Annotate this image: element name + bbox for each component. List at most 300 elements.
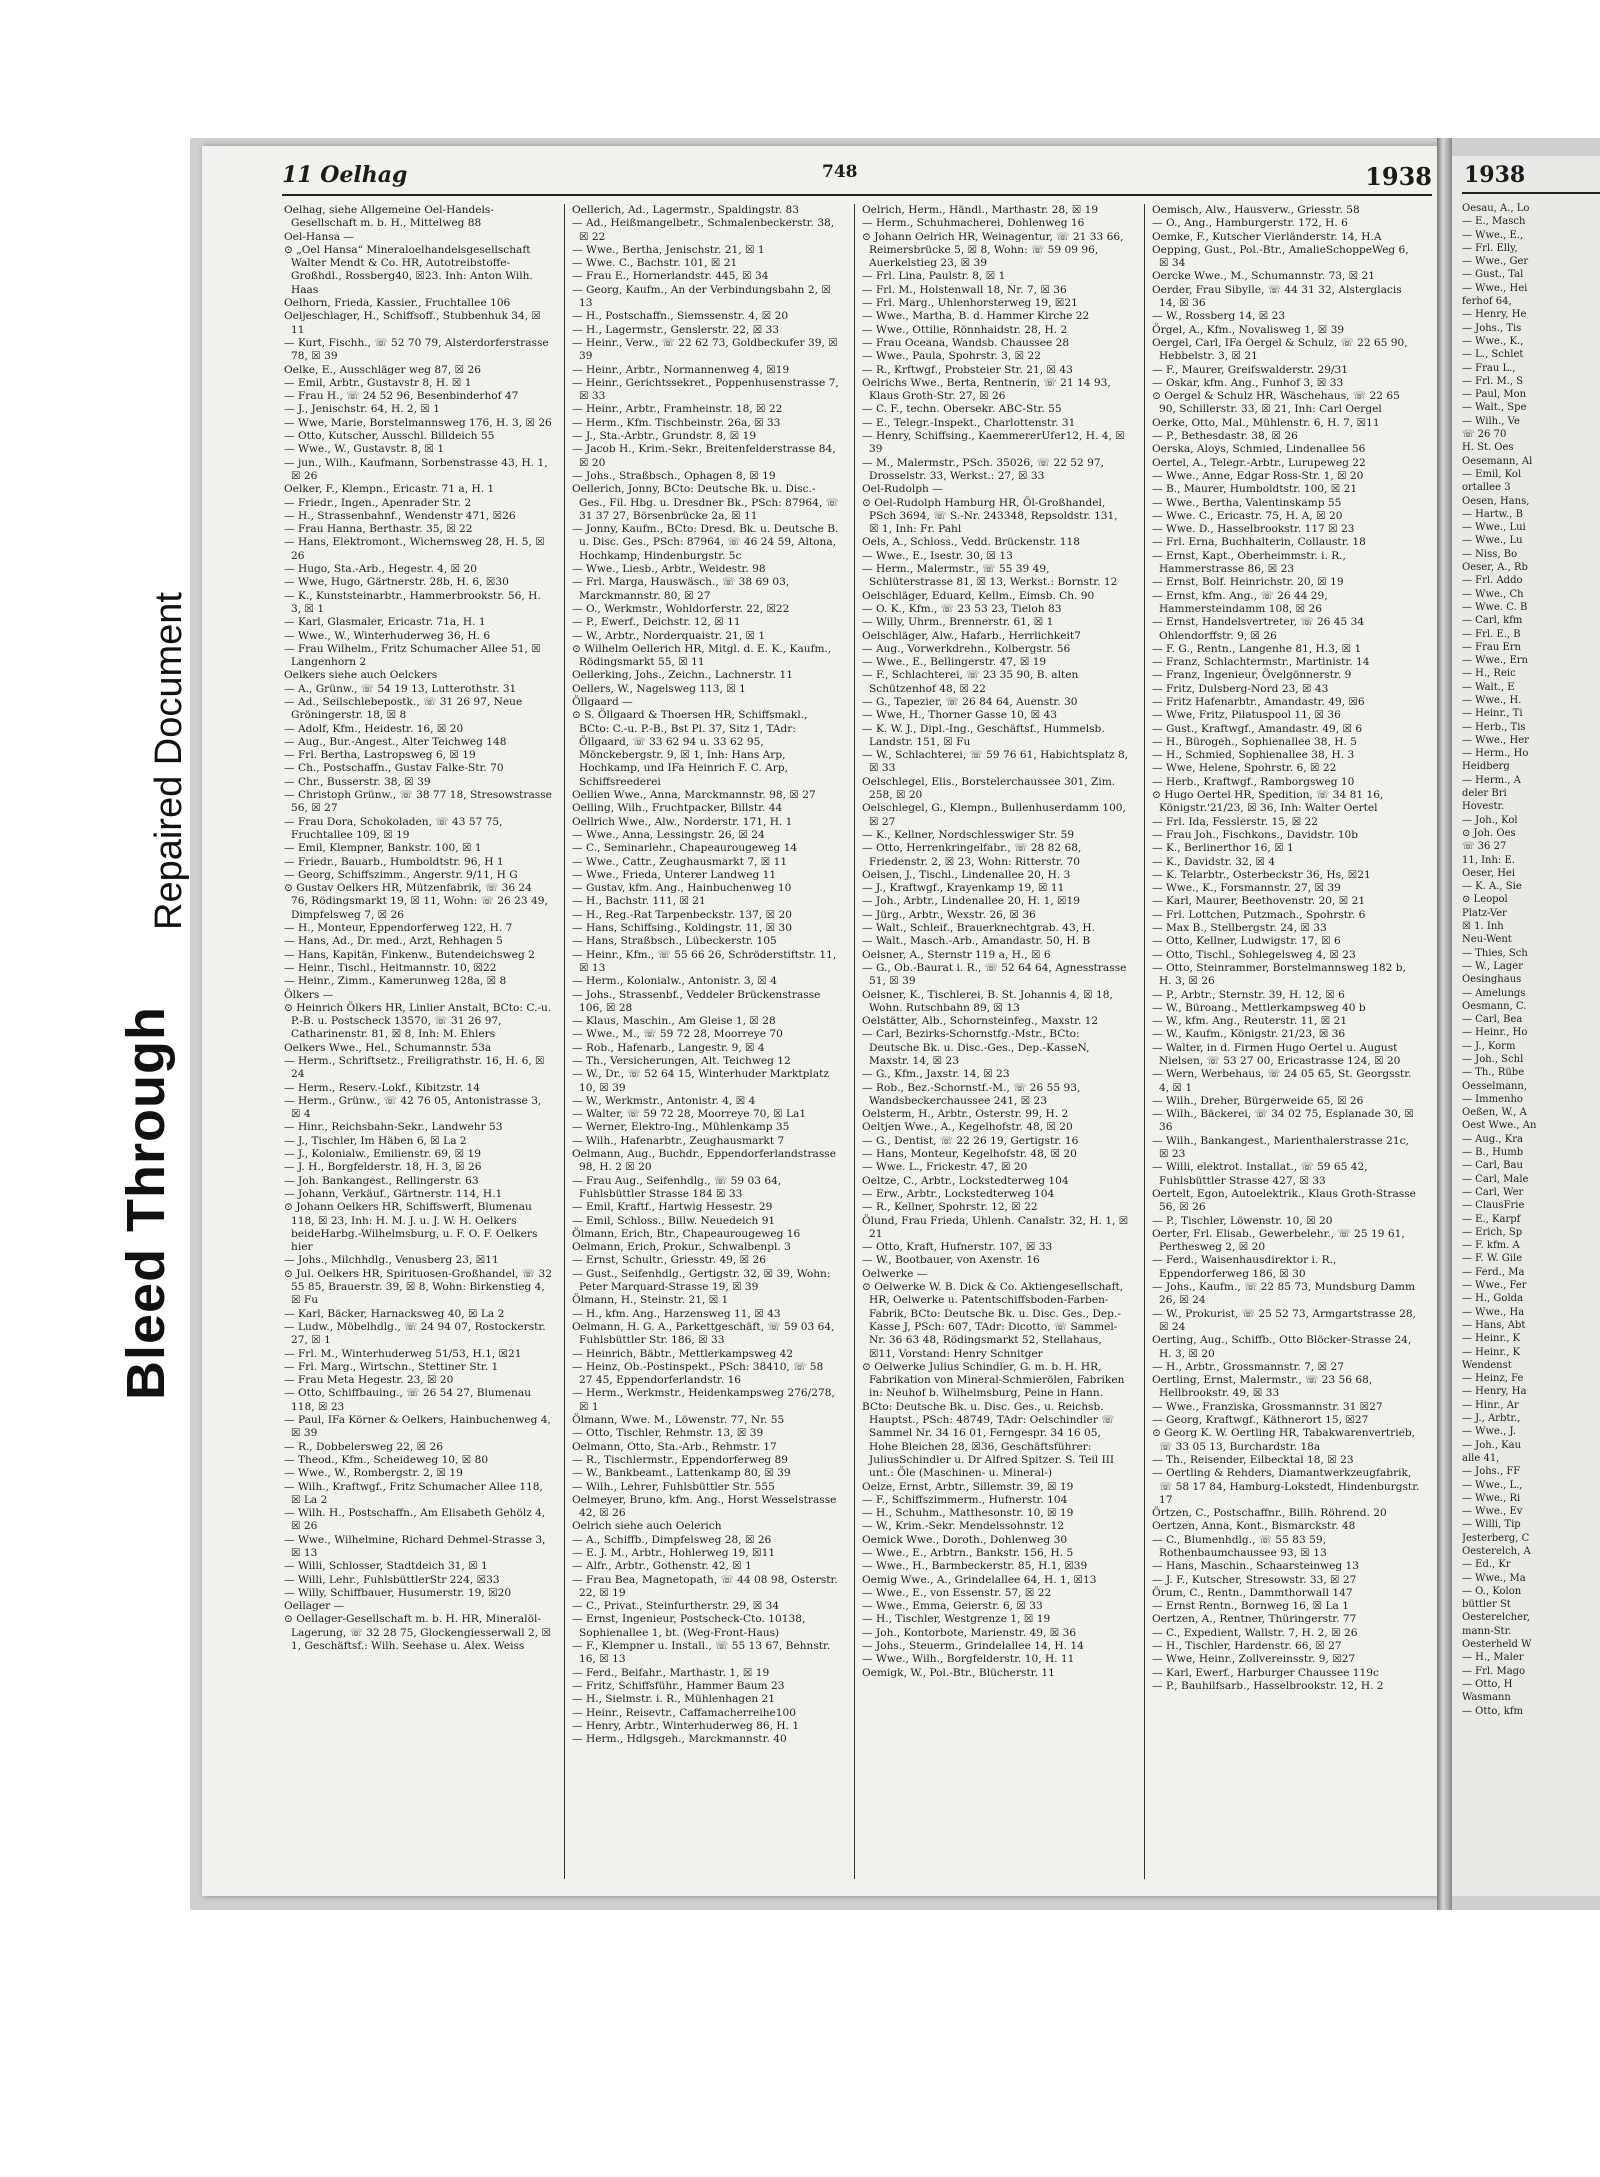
directory-column-4 [1152, 204, 1420, 1879]
directory-entry: — J. F., Kutscher, Stresowstr. 33, ☒ 27 [1152, 1573, 1357, 1586]
directory-entry: Öllgaard — [572, 695, 633, 708]
directory-entry: — Otto, kfm [1462, 1705, 1524, 1717]
directory-entry: — A., Grünw., ☏ 54 19 13, Lutterothstr. 31 [284, 682, 517, 695]
directory-entry: — Herm., Kfm. Tischbeinstr. 26a, ☒ 33 [572, 416, 781, 429]
directory-entry: — Carl, kfm [1462, 615, 1523, 627]
directory-entry: — Heinz, Fe [1462, 1373, 1524, 1385]
directory-entry: — Hartw., B [1462, 508, 1523, 520]
directory-entry: ⊙ Jul. Oelkers HR, Spirituosen-Großhandel, ☏ 32 55 85, Brauerstr. 39, ☒ 8, Wohn: Birkenstieg 4, ☒ Fu [284, 1267, 552, 1307]
directory-entry: — jun., Wilh., Kaufmann, Sorbenstrasse 43, H. 1, ☒ 26 [284, 456, 548, 482]
directory-entry: — Wwe., E., Isestr. 30, ☒ 13 [862, 549, 1013, 562]
directory-entry: — Joh., Kol [1462, 814, 1518, 826]
directory-entry: — Wwe., H. [1462, 694, 1522, 706]
directory-entry: — Adolf, Kfm., Heidestr. 16, ☒ 20 [284, 722, 464, 735]
directory-entry: — Johann, Verkäuf., Gärtnerstr. 114, H.1 [284, 1187, 503, 1200]
directory-entry: — Wwe., H., Barmbeckerstr. 85, H.1, ☒39 [862, 1560, 1088, 1573]
directory-entry: — Wwe., Lui [1462, 522, 1526, 534]
directory-entry: — Ernst, Kapt., Oberheimmstr. i. R., Hammerstrasse 86, ☒ 23 [1152, 549, 1346, 576]
directory-entry: — Gust., Seifenhdlg., Gertigstr. 32, ☒ 39, Wohn: Peter Marquard-Strasse 19, ☒ 39 [572, 1267, 831, 1294]
directory-entry: Oeser, Hei [1462, 867, 1516, 879]
directory-entry: — Wwe., Franziska, Grossmannstr. 31 ☒27 [1152, 1400, 1383, 1413]
directory-entry: — Herm., Reserv.-Lokf., Kibitzstr. 14 [284, 1081, 480, 1094]
directory-entry: — Herm., Schriftsetz., Freiligrathstr. 16, H. 6, ☒ 24 [284, 1055, 545, 1081]
directory-entry: — Wilh., Kraftwgf., Fritz Schumacher Allee 118, ☒ La 2 [284, 1480, 543, 1506]
directory-entry: — Wwe., Bertha, Valentinskamp 55 [1152, 496, 1342, 509]
directory-entry: — Herb., Tis [1462, 721, 1526, 733]
directory-entry: Oelmann, H. G. A., Parkettgeschäft, ☏ 59 03 64, Fuhlsbüttler Str. 186, ☒ 33 [572, 1320, 835, 1347]
directory-entry: — Oertling & Rehders, Diamantwerkzeugfabrik, ☏ 58 17 84, Hamburg-Lokstedt, Hindenburgstr. 17 [1152, 1467, 1420, 1506]
directory-entry: — Frl. E., B [1462, 628, 1521, 640]
directory-entry: BCto: Deutsche Bk. u. Disc. Ges., u. Reichsb. Hauptst., PSch: 48749, TAdr: Oelschindler ☏ Sammel Nr. 34 16 01, Ferngespr. 34 16 05, Hohe Bleichen 28, ☒36, Geschäftsführer: JuliusSchindler u. Dr Alfred Spitzer. S. Teil III unt.: Öle (Maschinen- u. Mineral-) [862, 1400, 1115, 1480]
directory-entry: — Willi, Tip [1462, 1519, 1521, 1531]
directory-entry: — Erw., Arbtr., Lockstedterweg 104 [862, 1187, 1055, 1200]
directory-entry: — Hans, Abt [1462, 1319, 1526, 1331]
directory-entry: — Wwe, H., Thorner Gasse 10, ☒ 43 [862, 709, 1057, 722]
directory-entry: — Herm., Schuhmacherei, Dohlenweg 16 [862, 217, 1085, 230]
directory-entry: — P., Bauhilfsarb., Hasselbrookstr. 12, H. 2 [1152, 1679, 1384, 1692]
right-page-edge [1452, 156, 1600, 1896]
directory-entry: — Ferd., Beifahr., Marthastr. 1, ☒ 19 [572, 1666, 770, 1679]
directory-entry: Ölmann, Wwe. M., Löwenstr. 77, Nr. 55 [572, 1414, 785, 1427]
directory-entry: — Christoph Grünw., ☏ 38 77 18, Stresowstrasse 56, ☒ 27 [284, 789, 552, 815]
directory-entry: — Herm., Werkmstr., Heidenkampsweg 276/278, ☒ 1 [572, 1387, 835, 1413]
directory-entry: — O., Werkmstr., Wohldorferstr. 22, ☒22 [572, 602, 790, 615]
directory-entry: — K. W. J., Dipl.-Ing., Geschäftsf., Hummelsb. Landstr. 151, ☒ Fu [862, 722, 1105, 748]
directory-entry: — Wwe., Ch [1462, 588, 1524, 600]
directory-entry: — Alfr., Arbtr., Gothenstr. 42, ☒ 1 [572, 1560, 752, 1573]
directory-entry: — Ch., Postschaffn., Gustav Falke-Str. 70 [284, 762, 504, 775]
directory-entry: — Ludw., Möbelhdlg., ☏ 24 94 07, Rostockerstr. 27, ☒ 1 [284, 1320, 546, 1347]
directory-entry: — P., Ewerf., Deichstr. 12, ☒ 11 [572, 616, 741, 629]
directory-entry: — Wwe., Martha, B. d. Hammer Kirche 22 [862, 310, 1090, 323]
directory-entry: — Ernst, Ingenieur, Postscheck-Cto. 10138, Sophienallee 1, bt. (Weg-Front-Haus) [572, 1613, 806, 1639]
directory-column-1 [284, 204, 552, 1879]
directory-entry: — Emil, Schloss., Billw. Neuedeich 91 [572, 1214, 776, 1227]
directory-entry: Oesselmann, [1462, 1080, 1527, 1092]
directory-entry: — P., Tischler, Löwenstr. 10, ☒ 20 [1152, 1214, 1333, 1227]
directory-entry: — Wilh., Bäckerei, ☏ 34 02 75, Esplanade 30, ☒ 36 [1152, 1108, 1414, 1134]
directory-entry: — Hugo, Sta.-Arb., Hegestr. 4, ☒ 20 [284, 563, 477, 576]
directory-entry: — Wwe, Hugo, Gärtnerstr. 28b, H. 6, ☒30 [284, 576, 509, 589]
directory-entry: — B., Maurer, Humboldtstr. 100, ☒ 21 [1152, 483, 1358, 496]
directory-entry: Oelschlegel, G., Klempn., Bullenhuserdamm 100, ☒ 27 [862, 802, 1126, 828]
directory-entry: Oelrich siehe auch Oelerich [572, 1520, 722, 1533]
directory-entry: — R., Dobbelersweg 22, ☒ 26 [284, 1440, 443, 1453]
directory-entry: — H., kfm. Ang., Harzensweg 11, ☒ 43 [572, 1307, 781, 1320]
directory-entry: — J. H., Borgfelderstr. 18, H. 3, ☒ 26 [284, 1161, 482, 1174]
directory-entry: — Chr., Busserstr. 38, ☒ 39 [284, 775, 431, 788]
directory-entry: — Otto, Steinrammer, Borstelmannsweg 182 b, H. 3, ☒ 26 [1152, 961, 1406, 988]
directory-entry: — C., Blumenhdlg., ☏ 55 83 59, Rothenbaumchaussee 93, ☒ 13 [1152, 1533, 1327, 1559]
directory-entry: — Herm., Malermstr., ☏ 55 39 49, Schlüterstrasse 81, ☒ 13, Werkst.: Bornstr. 12 [862, 563, 1118, 589]
directory-entry: — Ad., Heißmangelbetr., Schmalenbeckerstr. 38, ☒ 22 [572, 217, 835, 243]
directory-entry: — H., Arbtr., Grossmannstr. 7, ☒ 27 [1152, 1360, 1344, 1373]
directory-entry: Oesterelch, A [1462, 1545, 1531, 1557]
directory-entry: — Frl. Erna, Buchhalterin, Collaustr. 18 [1152, 536, 1366, 549]
directory-entry: ☒ 1. Inh [1462, 921, 1504, 933]
directory-entry: — J., Tischler, Im Häben 6, ☒ La 2 [284, 1134, 467, 1147]
directory-entry: Örgel, A., Kfm., Novalisweg 1, ☒ 39 [1152, 323, 1345, 336]
directory-entry: — Jonny, Kaufm., BCto: Dresd. Bk. u. Deutsche B. u. Disc. Ges., PSch: 87964, ☏ 46 24 59, Altona, Hochkamp, Hindenburgstr. 5c [572, 523, 839, 562]
directory-entry: Oelrich, Herm., Händl., Marthastr. 28, ☒ 19 [862, 204, 1099, 216]
directory-entry: — Max B., Stellbergstr. 24, ☒ 33 [1152, 922, 1327, 935]
directory-entry: Oeljeschlager, H., Schiffsoff., Stubbenhuk 34, ☒ 11 [284, 310, 541, 336]
directory-entry: — G., Kfm., Jaxstr. 14, ☒ 23 [862, 1068, 1010, 1081]
directory-entry: — Friedr., Ingen., Apenrader Str. 2 [284, 496, 472, 509]
directory-entry: ⊙ Joh. Oes [1462, 827, 1516, 839]
directory-entry: — Emil, Kol [1462, 468, 1522, 480]
directory-entry: — Wwe., Emma, Geierstr. 6, ☒ 33 [862, 1600, 1043, 1613]
directory-entry: — A., Schiffb., Dimpfelsweg 28, ☒ 26 [572, 1533, 772, 1546]
directory-entry: Oerter, Frl. Elisab., Gewerbelehr., ☏ 25 19 61, Perthesweg 2, ☒ 20 [1152, 1227, 1405, 1254]
directory-entry: — Immenho [1462, 1093, 1523, 1105]
directory-entry: — F. W. Gile [1462, 1253, 1523, 1265]
directory-entry: — Carl, Bea [1462, 1014, 1523, 1026]
directory-entry: — Wwe., Ri [1462, 1492, 1521, 1504]
directory-entry: — Wwe., Wilhelmine, Richard Dehmel-Strasse 3, ☒ 13 [284, 1533, 546, 1559]
directory-entry: — Frl. Marg., Wirtschn., Stettiner Str. 1 [284, 1360, 499, 1373]
directory-entry: — J., Sta.-Arbtr., Grundstr. 8, ☒ 19 [572, 430, 757, 443]
annotation-labels [40, 440, 210, 1420]
directory-entry: — Walter, ☏ 59 72 28, Moorreye 70, ☒ La1 [572, 1108, 807, 1121]
directory-entry: — Joh., Schl [1462, 1054, 1524, 1065]
directory-entry: — Wwe., W., Gustavstr. 8, ☒ 1 [284, 443, 445, 456]
directory-entry: — R., Krftwgf., Probsteier Str. 21, ☒ 43 [862, 363, 1073, 376]
directory-entry: — Walt., E [1462, 681, 1515, 693]
directory-entry: — Georg, Schiffszimm., Angerstr. 9/11, H G [284, 868, 518, 881]
directory-entry: — Wilh. H., Postschaffn., Am Elisabeth Gehölz 4, ☒ 26 [284, 1507, 546, 1533]
directory-entry: — Frl. Lina, Paulstr. 8, ☒ 1 [862, 270, 1006, 283]
directory-entry: — K., Berlinerthor 16, ☒ 1 [1152, 842, 1294, 855]
directory-entry: — E., Masch [1462, 216, 1526, 228]
directory-entry: — Wwe. C., Ericastr. 75, H. A, ☒ 20 [1152, 509, 1343, 522]
directory-entry: — Heinr., Ho [1462, 1027, 1528, 1039]
directory-entry: — E., Karpf [1462, 1213, 1521, 1225]
directory-entry: Oesau, A., Lo [1462, 203, 1530, 214]
directory-entry: — Wilh., Hafenarbtr., Zeughausmarkt 7 [572, 1134, 785, 1147]
directory-entry: — Otto, H [1462, 1678, 1513, 1690]
directory-entry: ferhof 64, [1462, 296, 1512, 308]
directory-entry: — Gust., Tal [1462, 269, 1524, 281]
directory-entry: — W., kfm. Ang., Reuterstr. 11, ☒ 21 [1152, 1015, 1348, 1028]
directory-entry: Oelhorn, Frieda, Kassier., Fruchtallee 106 [284, 297, 511, 310]
directory-entry: — Joh., Kontorbote, Marienstr. 49, ☒ 36 [862, 1626, 1077, 1639]
directory-entry: — Wern, Werbehaus, ☏ 24 05 65, St. Georgsstr. 4, ☒ 1 [1152, 1068, 1412, 1094]
directory-entry: — O. K., Kfm., ☏ 23 53 23, Tieloh 83 [862, 602, 1062, 615]
directory-entry: — Wwe., M., ☏ 59 72 28, Moorreye 70 [572, 1028, 783, 1041]
directory-entry: Wendenst [1462, 1359, 1512, 1371]
directory-entry: — Jürg., Arbtr., Wexstr. 26, ☒ 36 [862, 908, 1036, 921]
directory-entry: — H., Postschaffn., Siemssenstr. 4, ☒ 20 [572, 310, 789, 323]
directory-entry: Oertel, A., Telegr.-Arbtr., Lurupeweg 22 [1152, 456, 1366, 469]
directory-entry: Oelker, F., Klempn., Ericastr. 71 a, H. 1 [284, 483, 495, 496]
directory-entry: — Wwe., L., [1462, 1479, 1523, 1491]
directory-entry: — Heinr., Zimm., Kamerunweg 128a, ☒ 8 [284, 975, 507, 988]
directory-entry: — K., Kellner, Nordschlesswiger Str. 59 [862, 828, 1075, 841]
directory-entry: Oellien Wwe., Anna, Marckmannstr. 98, ☒ 27 [572, 789, 816, 802]
directory-entry: — Aug., Kra [1462, 1133, 1523, 1145]
directory-entry: — Otto, Schiffbauing., ☏ 26 54 27, Blumenau 118, ☒ 23 [284, 1387, 532, 1413]
directory-entry: — O., Kolon [1462, 1585, 1522, 1597]
directory-entry: — Wwe., Fer [1462, 1280, 1527, 1292]
directory-entry: — C., Expedient, Wallstr. 7, H. 2, ☒ 26 [1152, 1626, 1358, 1639]
directory-entry: — Johs., Tis [1462, 322, 1522, 334]
directory-entry: — Heinr., Arbtr., Framheinstr. 18, ☒ 22 [572, 403, 783, 416]
directory-entry: Oelkers Wwe., Hel., Schumannstr. 53a [284, 1041, 492, 1054]
directory-entry: — Wwe., Ger [1462, 256, 1529, 268]
directory-entry: — J., Kraftwgf., Krayenkamp 19, ☒ 11 [862, 882, 1065, 895]
directory-entry: — Aug., Bur.-Angest., Alter Teichweg 148 [284, 735, 507, 748]
directory-entry: — H., Schuhm., Matthesonstr. 10, ☒ 19 [862, 1507, 1074, 1520]
directory-entry: ⊙ „Oel Hansa“ Mineraloelhandelsgesellschaft Walter Mendt & Co. HR, Autotreibstoffe-Großhdl., Rossberg40, ☒23. Inh: Anton Wilh. Haas [284, 243, 533, 296]
directory-entry: — Henry, He [1462, 309, 1527, 321]
directory-entry: — Wwe., Ottilie, Rönnhaidstr. 28, H. 2 [862, 323, 1068, 336]
directory-entry: — O., Ang., Hamburgerstr. 172, H. 6 [1152, 217, 1348, 230]
directory-entry: Wasmann [1462, 1692, 1511, 1704]
directory-entry: Oelmann, Erich, Prokur., Schwalbenpl. 3 [572, 1241, 791, 1254]
directory-entry: — Johs., Kaufm., ☏ 22 85 73, Mundsburg Damm 26, ☒ 24 [1152, 1281, 1416, 1307]
directory-entry: — Johs., Steuerm., Grindelallee 14, H. 14 [862, 1640, 1084, 1653]
directory-entry: Oellerking, Johs., Zeichn., Lachnerstr. 11 [572, 669, 793, 682]
directory-entry: ⊙ Heinrich Ölkers HR, Linlier Anstalt, BCto: C.-u. P.-B. u. Postscheck 13570, ☏ 31 26 97, Catharinenstr. 81, ☒ 8, Inh: M. Ehlers [284, 1001, 552, 1041]
directory-entry: alle 41, [1462, 1452, 1500, 1464]
directory-entry: deler Bri [1462, 788, 1507, 800]
directory-entry: — Carl, Bau [1462, 1160, 1523, 1172]
directory-entry: — Franz, Schlachtermstr., Martinistr. 14 [1152, 656, 1370, 669]
directory-entry: Oemigk, W., Pol.-Btr., Blücherstr. 11 [862, 1666, 1055, 1679]
directory-entry: Oelze, Ernst, Arbtr., Sillemstr. 39, ☒ 19 [862, 1480, 1074, 1493]
directory-entry: — Wwe, Fritz, Pilatuspool 11, ☒ 36 [1152, 709, 1341, 722]
directory-entry: — Wwe., Ma [1462, 1572, 1526, 1584]
column-divider [564, 204, 565, 1879]
directory-entry: — Heinz, Ob.-Postinspekt., PSch: 38410, ☏ 58 27 45, Eppendorferlandstr. 16 [572, 1360, 824, 1387]
directory-entry: Örtzen, C., Postschaffnr., Billh. Röhrend. 20 [1152, 1507, 1387, 1520]
directory-entry: — Hans, Maschin., Schaarsteinweg 13 [1152, 1560, 1360, 1573]
directory-entry: — F., Schiffszimmerm., Hufnerstr. 104 [862, 1493, 1068, 1506]
directory-entry: Oesterheld W [1462, 1639, 1532, 1651]
directory-entry: — Gust., Kraftwgf., Amandastr. 49, ☒ 6 [1152, 722, 1363, 735]
directory-entry: — Willi, Lehr., FuhlsbüttlerStr 224, ☒33 [284, 1573, 500, 1586]
directory-entry: — E., Telegr.-Inspekt., Charlottenstr. 31 [862, 416, 1076, 429]
directory-entry: — Frau L., [1462, 362, 1516, 374]
directory-entry: — Hans, Kapitän, Finkenw., Butendeichsweg 2 [284, 948, 535, 961]
directory-entry: Oelstätter, Alb., Schornsteinfeg., Maxstr. 12 [862, 1015, 1099, 1028]
directory-entry: — Carl, Wer [1462, 1186, 1524, 1198]
directory-entry: Oesmann, C. [1462, 1000, 1527, 1012]
directory-entry: — K., Davidstr. 32, ☒ 4 [1152, 855, 1276, 868]
directory-entry: Neu-Went [1462, 934, 1512, 946]
directory-entry: — Johs., FF [1462, 1466, 1521, 1478]
directory-entry: — B., Humb [1462, 1147, 1524, 1159]
directory-entry: Oelsterm, H., Arbtr., Osterstr. 99, H. 2 [862, 1108, 1069, 1121]
directory-entry: — Wilh., Bankangest., Marienthalerstrasse 21c, ☒ 23 [1152, 1134, 1409, 1161]
directory-entry: — Henry, Arbtr., Winterhuderweg 86, H. 1 [572, 1719, 800, 1732]
directory-entry: ⊙ Oelwerke Julius Schindler, G. m. b. H. HR, Fabrikation von Mineral-Schmierölen, Fabriken in: Neuhof b. Wilhelmsburg, Peine in Hann. [862, 1360, 1125, 1400]
directory-entry: — Frl. M., S [1462, 375, 1524, 387]
directory-entry: Oercke Wwe., M., Schumannstr. 73, ☒ 21 [1152, 270, 1376, 283]
directory-entry: — Frl. Marga, Hauswäsch., ☏ 38 69 03, Marckmannstr. 80, ☒ 27 [572, 576, 790, 602]
directory-entry: — Wwe., Frieda, Unterer Landweg 11 [572, 868, 777, 881]
directory-entry: — Henry, Ha [1462, 1386, 1527, 1398]
directory-entry: — Walt., Spe [1462, 402, 1527, 414]
directory-entry: — Ernst, Handelsvertreter, ☏ 26 45 34 Ohlendorffstr. 9, ☒ 26 [1152, 616, 1365, 642]
directory-entry: — Theod., Kfm., Scheideweg 10, ☒ 80 [284, 1453, 489, 1466]
directory-entry: Oelsen, J., Tischl., Lindenallee 20, H. 3 [862, 868, 1071, 881]
directory-entry: — W., Lager [1462, 960, 1523, 972]
directory-entry: Oelwerke — [862, 1267, 928, 1280]
directory-entry: 11, Inh: E. [1462, 854, 1515, 866]
directory-entry: Oesen, Hans, [1462, 495, 1530, 507]
directory-entry: Oellrich Wwe., Alw., Norderstr. 171, H. 1 [572, 815, 793, 828]
directory-entry: — F., Klempner u. Install., ☏ 55 13 67, Behnstr. 16, ☒ 13 [572, 1640, 831, 1666]
directory-entry: Oesemann, Al [1462, 455, 1533, 467]
directory-entry: — Hinr., Reichsbahn-Sekr., Landwehr 53 [284, 1121, 503, 1134]
directory-entry: — W., Prokurist, ☏ 25 52 73, Armgartstrasse 28, ☒ 24 [1152, 1307, 1416, 1333]
directory-entry: — Ad., Seilschlebepostk., ☏ 31 26 97, Neue Gröningerstr. 18, ☒ 8 [284, 695, 523, 722]
directory-entry: — Rob., Hafenarb., Langestr. 9, ☒ 4 [572, 1041, 765, 1054]
page-number: 748 [822, 162, 858, 182]
directory-entry: — Erich, Sp [1462, 1226, 1523, 1238]
directory-entry: — Willi, Schlosser, Stadtdeich 31, ☒ 1 [284, 1560, 488, 1573]
directory-entry: ☏ 36 27 [1462, 841, 1507, 853]
directory-entry: Oemisch, Alw., Hausverw., Griesstr. 58 [1152, 204, 1360, 216]
directory-entry: — Paul, Mon [1462, 389, 1527, 401]
directory-entry: ⊙ Johann Oelrich HR, Weinagentur, ☏ 21 33 66, Reimersbrücke 5, ☒ 8, Wohn: ☏ 59 09 96, Auerkelstieg 23, ☒ 39 [862, 230, 1124, 270]
directory-entry: — Frau E., Hornerlandstr. 445, ☒ 34 [572, 270, 769, 283]
directory-entry: — Werner, Elektro-Ing., Mühlenkamp 35 [572, 1121, 790, 1134]
directory-entry: — Frl. Elly, [1462, 242, 1518, 254]
directory-entry: — Otto, Herrenkringelfabr., ☏ 28 82 68, Friedenstr. 2, ☒ 23, Wohn: Ritterstr. 70 [862, 842, 1082, 868]
directory-entry: — Friedr., Bauarb., Humboldtstr. 96, H 1 [284, 855, 504, 868]
directory-entry: — W., Krim.-Sekr. Mendelssohnstr. 12 [862, 1520, 1065, 1533]
directory-entry: — Wwe, Marie, Borstelmannsweg 176, H. 3, ☒ 26 [284, 416, 552, 429]
directory-entry: Platz-Ver [1462, 907, 1507, 919]
directory-entry: — Fritz, Dulsberg-Nord 23, ☒ 43 [1152, 682, 1329, 695]
directory-entry: — F., Schlachterei, ☏ 23 35 90, B. alten Schützenhof 48, ☒ 22 [862, 669, 1079, 695]
directory-entry: Hovestr. [1462, 801, 1505, 813]
directory-entry: Oeser, A., Rb [1462, 562, 1528, 574]
directory-column-2 [572, 204, 840, 1879]
directory-entry: — Wwe., E., von Essenstr. 57, ☒ 22 [862, 1586, 1052, 1599]
directory-entry: — Wwe, Helene, Spohrstr. 6, ☒ 22 [1152, 762, 1337, 775]
directory-entry: — Wwe., Hei [1462, 282, 1528, 294]
directory-entry: — Ferd., Waisenhausdirektor i. R., Eppendorferweg 186, ☒ 30 [1152, 1254, 1337, 1280]
directory-entry: — Otto, Tischler, Rehmstr. 13, ☒ 39 [572, 1427, 764, 1440]
directory-entry: Oel-Hansa — [284, 230, 355, 243]
directory-entry: Oelsner, A., Sternstr 119 a, H., ☒ 6 [862, 948, 1051, 961]
directory-entry: Oertelt, Egon, Autoelektrik., Klaus Groth-Strasse 56, ☒ 26 [1152, 1187, 1416, 1214]
directory-entry: — J., Kolonialw., Emilienstr. 69, ☒ 19 [284, 1148, 482, 1161]
left-page [202, 146, 1437, 1896]
directory-entry: — C., Seminarlehr., Chapeaurougeweg 14 [572, 842, 798, 855]
directory-entry: — Joh., Kau [1462, 1439, 1522, 1451]
adjacent-page-year: 1938 [1464, 162, 1526, 188]
directory-entry: — Gustav, kfm. Ang., Hainbuchenweg 10 [572, 882, 792, 895]
directory-entry: — J., Jenischstr. 64, H. 2, ☒ 1 [284, 403, 441, 416]
directory-entry: — P., Bethesdastr. 38, ☒ 26 [1152, 430, 1298, 443]
directory-entry: — Hans, Monteur, Kegelhofstr. 48, ☒ 20 [862, 1148, 1077, 1161]
directory-entry: — W., Bootbauer, von Axenstr. 16 [862, 1254, 1040, 1267]
directory-entry: — Frau Bea, Magnetopath, ☏ 44 08 98, Osterstr. 22, ☒ 19 [572, 1573, 838, 1599]
directory-entry: — H., Sielmstr. i. R., Mühlenhagen 21 [572, 1693, 776, 1706]
directory-entry: — Wwe., E., Bellingerstr. 47, ☒ 19 [862, 656, 1047, 669]
directory-entry: Oertzen, A., Rentner, Thüringerstr. 77 [1152, 1613, 1357, 1626]
page-header [282, 160, 1432, 196]
directory-entry: — Joh., Arbtr., Lindenallee 20, H. 1, ☒19 [862, 895, 1081, 908]
directory-entry: — Ernst, kfm. Ang., ☏ 26 44 29, Hammersteindamm 108, ☒ 26 [1152, 589, 1328, 615]
directory-entry: — Henry, Schiffsing., KaemmererUfer12, H. 4, ☒ 39 [862, 430, 1125, 456]
directory-entry: — Frau Hanna, Berthastr. 35, ☒ 22 [284, 523, 473, 536]
directory-entry: — Karl, Glasmaler, Ericastr. 71a, H. 1 [284, 616, 486, 629]
directory-entry: Oeßen, W., A [1462, 1107, 1527, 1119]
directory-entry: — W., Dr., ☏ 52 64 15, Winterhuder Marktplatz 10, ☒ 39 [572, 1068, 829, 1094]
directory-entry: — H., Monteur, Eppendorferweg 122, H. 7 [284, 922, 513, 935]
directory-entry: büttler St [1462, 1599, 1511, 1611]
directory-entry: Oertzen, Anna, Kont., Bismarckstr. 48 [1152, 1520, 1356, 1533]
directory-entry: ⊙ Oel-Rudolph Hamburg HR, Öl-Großhandel, PSch 3694, ☏ S.-Nr. 243348, Repsoldstr. 131, ☒ 1, Inh: Fr. Pahl [862, 496, 1118, 536]
directory-entry: — R., Kellner, Spohrstr. 12, ☒ 22 [862, 1201, 1038, 1214]
directory-entry: — W., Schlachterei, ☏ 59 76 61, Habichtsplatz 8, ☒ 33 [862, 749, 1129, 775]
adjacent-directory-column [1462, 202, 1600, 1877]
directory-entry: Oels, A., Schloss., Vedd. Brückenstr. 118 [862, 536, 1080, 549]
directory-entry: — Amelungs [1462, 987, 1526, 999]
directory-entry: — Wwe., Ev [1462, 1506, 1523, 1518]
directory-entry: — Wwe., K., Forsmannstr. 27, ☒ 39 [1152, 882, 1341, 895]
directory-entry: — H., Bachstr. 111, ☒ 21 [572, 895, 706, 908]
directory-entry: — Carl, Male [1462, 1173, 1529, 1185]
directory-entry: — Th., Reisender, Eilbecktal 18, ☒ 23 [1152, 1453, 1354, 1466]
directory-entry: — Otto, Kraft, Hufnerstr. 107, ☒ 33 [862, 1241, 1053, 1254]
directory-entry: — Johs., Milchhdlg., Venusberg 23, ☒11 [284, 1254, 499, 1267]
directory-entry: — E. J. M., Arbtr., Hohlerweg 19, ☒11 [572, 1546, 776, 1559]
directory-entry: — Thies, Sch [1462, 947, 1528, 959]
directory-entry: — Wwe. C. B [1462, 601, 1528, 613]
directory-entry: ⊙ Georg K. W. Oertling HR, Tabakwarenvertrieb, ☏ 33 05 13, Burchardstr. 18a [1152, 1427, 1416, 1453]
column-divider [1144, 204, 1145, 1879]
directory-entry: — Hans, Ad., Dr. med., Arzt, Rehhagen 5 [284, 935, 503, 948]
directory-entry: — ClausFrie [1462, 1200, 1525, 1212]
directory-entry: — Heinr., Ti [1462, 708, 1523, 720]
directory-entry: ⊙ Oelwerke W. B. Dick & Co. Aktiengesellschaft, HR, Oelwerke u. Patentschiffsboden-Farben-Fabrik, BCto: Deutsche Bk. u. Disc. Ges., Dep.-Kasse J, PSch: 607, TAdr: Dicotto, ☏ Sammel-Nr. 36 63 48, Rödingsmarkt 52, Stellahaus, ☒11, Vorstand: Henry Schnitger [862, 1281, 1124, 1360]
directory-entry: — Otto, Kutscher, Ausschl. Billdeich 55 [284, 430, 495, 443]
directory-entry: — Frl. Marg., Uhlenhorsterweg 19, ☒21 [862, 297, 1078, 310]
directory-entry: Oesterelcher, [1462, 1612, 1530, 1624]
directory-entry: Oelke, E., Ausschläger weg 87, ☒ 26 [284, 363, 481, 376]
directory-entry: — J., Arbtr., [1462, 1413, 1521, 1425]
directory-entry: — Herm., Grünw., ☏ 42 76 05, Antonistrasse 3, ☒ 4 [284, 1094, 542, 1121]
directory-entry: Oellager — [284, 1600, 345, 1613]
column-divider [854, 204, 855, 1879]
book-gutter [1437, 138, 1452, 1910]
directory-entry: — Fritz, Schiffsführ., Hammer Baum 23 [572, 1679, 785, 1692]
directory-entry: — Frl. Bertha, Lastropsweg 6, ☒ 19 [284, 749, 476, 762]
directory-entry: — H., Lagermstr., Genslerstr. 22, ☒ 33 [572, 323, 780, 336]
directory-entry: — Walt., Schleif., Brauerknechtgrab. 43, H. [862, 922, 1096, 935]
directory-entry: Ölkers — [284, 988, 334, 1001]
directory-entry: — W., Kaufm., Königstr. 21/23, ☒ 36 [1152, 1028, 1346, 1041]
directory-entry: — Aug., Vorwerkdrehn., Kolbergstr. 56 [862, 642, 1071, 655]
directory-entry: — Fritz Hafenarbtr., Amandastr. 49, ☒6 [1152, 695, 1365, 708]
directory-entry: Oertling, Ernst, Malermstr., ☏ 23 56 68, Hellbrookstr. 49, ☒ 33 [1152, 1374, 1373, 1400]
directory-entry: Oelschläger, Eduard, Kellm., Eimsb. Ch. 90 [862, 589, 1095, 602]
directory-entry: — Paul, IFa Körner & Oelkers, Hainbuchenweg 4, ☒ 39 [284, 1414, 551, 1440]
directory-entry: — Wwe., Wilh., Borgfelderstr. 10, H. 11 [862, 1653, 1075, 1666]
directory-entry: — Niss, Bo [1462, 548, 1518, 560]
directory-entry: — F. kfm. A [1462, 1240, 1520, 1252]
directory-entry: — R., Tischlermstr., Eppendorferweg 89 [572, 1453, 788, 1466]
directory-entry: — Emil, Klempner, Bankstr. 100, ☒ 1 [284, 842, 482, 855]
directory-entry: Oel-Rudolph — [862, 483, 943, 496]
